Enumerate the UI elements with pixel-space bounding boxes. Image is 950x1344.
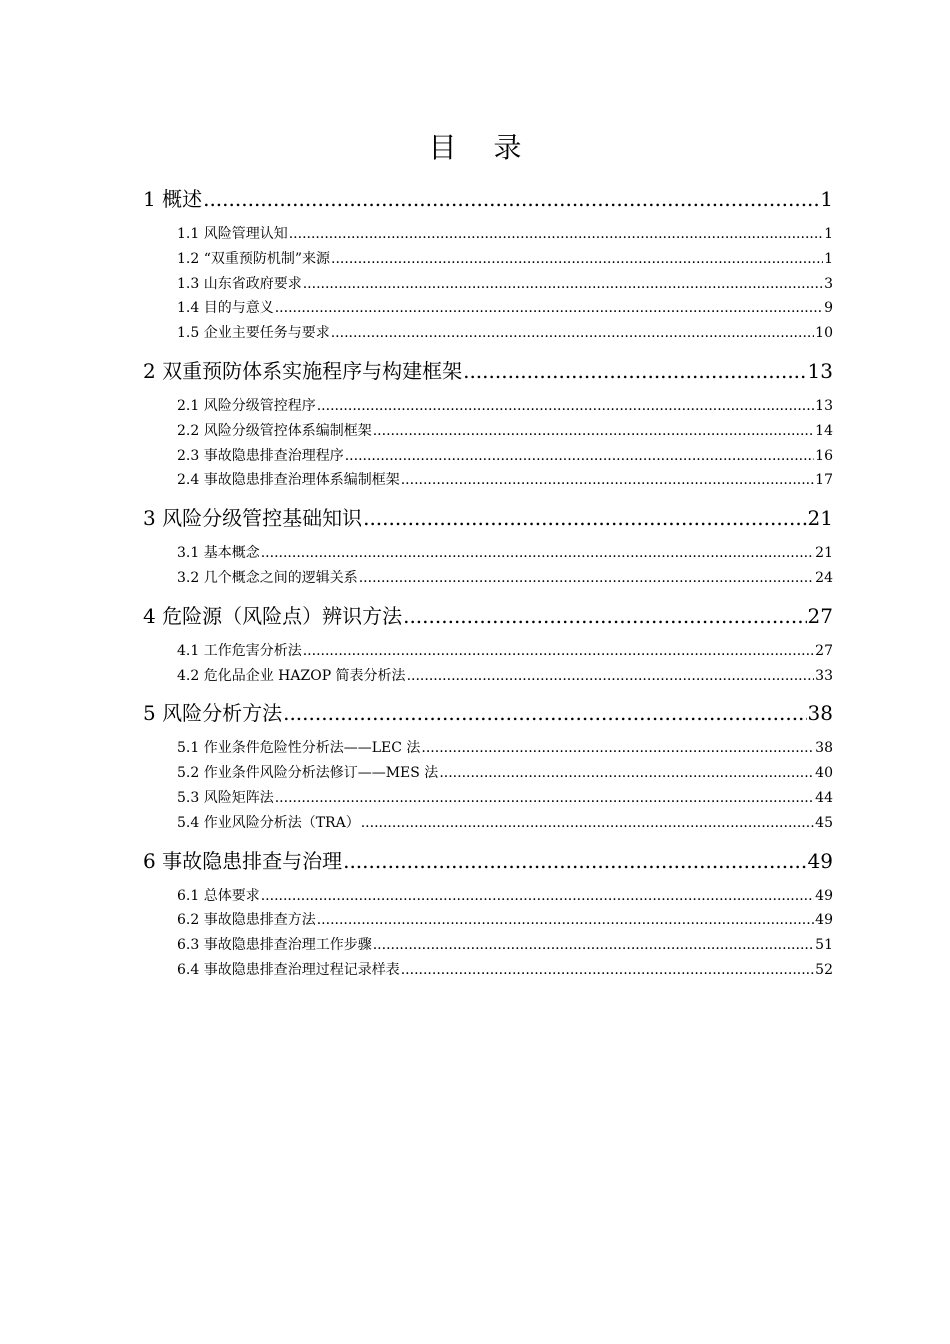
toc-page-number: 1: [820, 187, 833, 211]
toc-item-label: 6.4 事故隐患排查治理过程记录样表: [177, 961, 400, 978]
toc-item-5-1[interactable]: [143, 736, 833, 761]
toc-section-label: 3 风险分级管控基础知识: [143, 506, 363, 531]
dot-leader: [261, 884, 814, 909]
toc-item-label: 1.1 风险管理认知: [177, 226, 288, 242]
toc-item-2-3[interactable]: [143, 444, 833, 469]
toc-item-label: 3.1 基本概念: [177, 545, 260, 562]
toc-item-label: 2.2 风险分级管控体系编制框架: [177, 422, 372, 439]
toc-subsection-group: [143, 535, 833, 599]
toc-subsection-group: [143, 388, 833, 501]
toc-section-2[interactable]: [143, 354, 833, 388]
toc-item-3-1[interactable]: [143, 541, 833, 566]
toc-page-number: 1: [824, 226, 833, 242]
toc-item-label: 6.3 事故隐患排查治理工作步骤: [177, 937, 372, 954]
toc-item-label: 1.4 目的与意义: [177, 300, 274, 317]
toc-subsection-group: [143, 730, 833, 843]
dot-leader: [343, 844, 806, 878]
toc-item-label: 2.3 事故隐患排查治理程序: [177, 447, 344, 464]
dot-leader: [421, 736, 814, 761]
toc-page-number: 38: [807, 701, 833, 726]
toc-item-label: 5.3 风险矩阵法: [177, 789, 274, 806]
toc-page-number: 9: [824, 300, 833, 317]
dot-leader: [289, 222, 823, 247]
toc-page-number: 52: [815, 961, 833, 978]
toc-page-number: 24: [815, 569, 833, 586]
toc-subsection-group: [143, 216, 833, 354]
toc-page-number: 44: [815, 789, 833, 806]
toc-page-number: 38: [815, 740, 833, 757]
toc-page-number: 14: [815, 422, 833, 439]
toc-section-label: 4 危险源（风险点）辨识方法: [143, 603, 403, 628]
dot-leader: [401, 958, 814, 983]
dot-leader: [283, 696, 806, 730]
toc-item-label: 3.2 几个概念之间的逻辑关系: [177, 569, 358, 586]
toc-page-number: 13: [815, 397, 833, 414]
table-of-contents: [143, 182, 833, 991]
toc-item-1-5[interactable]: [143, 321, 833, 346]
dot-leader: [317, 908, 814, 933]
toc-item-6-1[interactable]: [143, 884, 833, 909]
toc-item-5-2[interactable]: [143, 761, 833, 786]
dot-leader: [407, 664, 815, 689]
toc-section-5[interactable]: [143, 696, 833, 730]
toc-item-1-4[interactable]: [143, 296, 833, 321]
toc-page-number: 3: [824, 275, 833, 292]
toc-item-label: 2.1 风险分级管控程序: [177, 397, 316, 414]
dot-leader: [303, 639, 814, 664]
toc-item-5-3[interactable]: [143, 786, 833, 811]
toc-section-4[interactable]: [143, 599, 833, 633]
toc-page-number: 1: [824, 250, 833, 267]
toc-item-2-1[interactable]: [143, 394, 833, 419]
toc-page-number: 33: [815, 667, 833, 684]
toc-item-1-1[interactable]: [143, 222, 833, 247]
toc-page-number: 17: [815, 472, 833, 489]
toc-item-2-4[interactable]: [143, 468, 833, 493]
toc-page-number: 27: [807, 603, 833, 628]
toc-page-number: 49: [815, 887, 833, 904]
toc-page-number: 13: [807, 358, 833, 383]
toc-page-number: 16: [815, 447, 833, 464]
dot-leader: [331, 247, 823, 272]
toc-item-label: 4.2 危化品企业 HAZOP 简表分析法: [177, 667, 406, 684]
toc-page-number: 21: [815, 545, 833, 562]
toc-page-number: 21: [807, 506, 833, 531]
toc-item-label: 1.2 “双重预防机制”来源: [177, 250, 331, 267]
dot-leader: [275, 786, 814, 811]
toc-section-label: 2 双重预防体系实施程序与构建框架: [143, 358, 463, 383]
toc-section-label: 5 风险分析方法: [143, 701, 283, 726]
toc-page-number: 51: [815, 937, 833, 954]
toc-item-label: 1.5 企业主要任务与要求: [177, 325, 330, 342]
toc-page-number: 49: [815, 912, 833, 929]
toc-item-label: 1.3 山东省政府要求: [177, 275, 302, 292]
dot-leader: [373, 419, 814, 444]
toc-item-5-4[interactable]: [143, 811, 833, 836]
dot-leader: [363, 501, 806, 535]
toc-item-label: 5.4 作业风险分析法（TRA）: [177, 814, 360, 831]
toc-item-6-2[interactable]: [143, 908, 833, 933]
toc-page-number: 27: [815, 642, 833, 659]
toc-item-4-2[interactable]: [143, 664, 833, 689]
dot-leader: [331, 321, 814, 346]
dot-leader: [463, 354, 806, 388]
toc-section-1[interactable]: [143, 182, 833, 216]
toc-page-number: 10: [815, 325, 833, 342]
toc-subsection-group: [143, 878, 833, 991]
dot-leader: [403, 599, 806, 633]
toc-item-label: 6.2 事故隐患排查方法: [177, 912, 316, 929]
toc-item-1-3[interactable]: [143, 272, 833, 297]
dot-leader: [401, 468, 814, 493]
toc-page-number: 45: [815, 814, 833, 831]
dot-leader: [373, 933, 814, 958]
toc-title: 目 录: [428, 131, 536, 164]
toc-section-3[interactable]: [143, 501, 833, 535]
toc-item-6-3[interactable]: [143, 933, 833, 958]
dot-leader: [317, 394, 814, 419]
dot-leader: [303, 272, 823, 297]
toc-item-3-2[interactable]: [143, 566, 833, 591]
dot-leader: [275, 296, 823, 321]
toc-item-label: 4.1 工作危害分析法: [177, 642, 302, 659]
dot-leader: [361, 811, 814, 836]
dot-leader: [439, 761, 814, 786]
toc-item-1-2[interactable]: [143, 247, 833, 272]
toc-item-label: 5.2 作业条件风险分析法修订——MES 法: [177, 765, 439, 782]
toc-page-number: 49: [807, 848, 833, 873]
dot-leader: [203, 182, 819, 216]
toc-item-label: 5.1 作业条件危险性分析法——LEC 法: [177, 740, 421, 757]
toc-section-label: 1 概述: [143, 187, 203, 211]
toc-item-2-2[interactable]: [143, 419, 833, 444]
toc-section-label: 6 事故隐患排查与治理: [143, 848, 343, 873]
dot-leader: [359, 566, 814, 591]
toc-item-label: 2.4 事故隐患排查治理体系编制框架: [177, 472, 400, 489]
toc-subsection-group: [143, 633, 833, 697]
toc-page-number: 40: [815, 765, 833, 782]
toc-section-6[interactable]: [143, 844, 833, 878]
dot-leader: [261, 541, 814, 566]
toc-item-label: 6.1 总体要求: [177, 887, 260, 904]
dot-leader: [345, 444, 814, 469]
toc-item-4-1[interactable]: [143, 639, 833, 664]
toc-item-6-4[interactable]: [143, 958, 833, 983]
